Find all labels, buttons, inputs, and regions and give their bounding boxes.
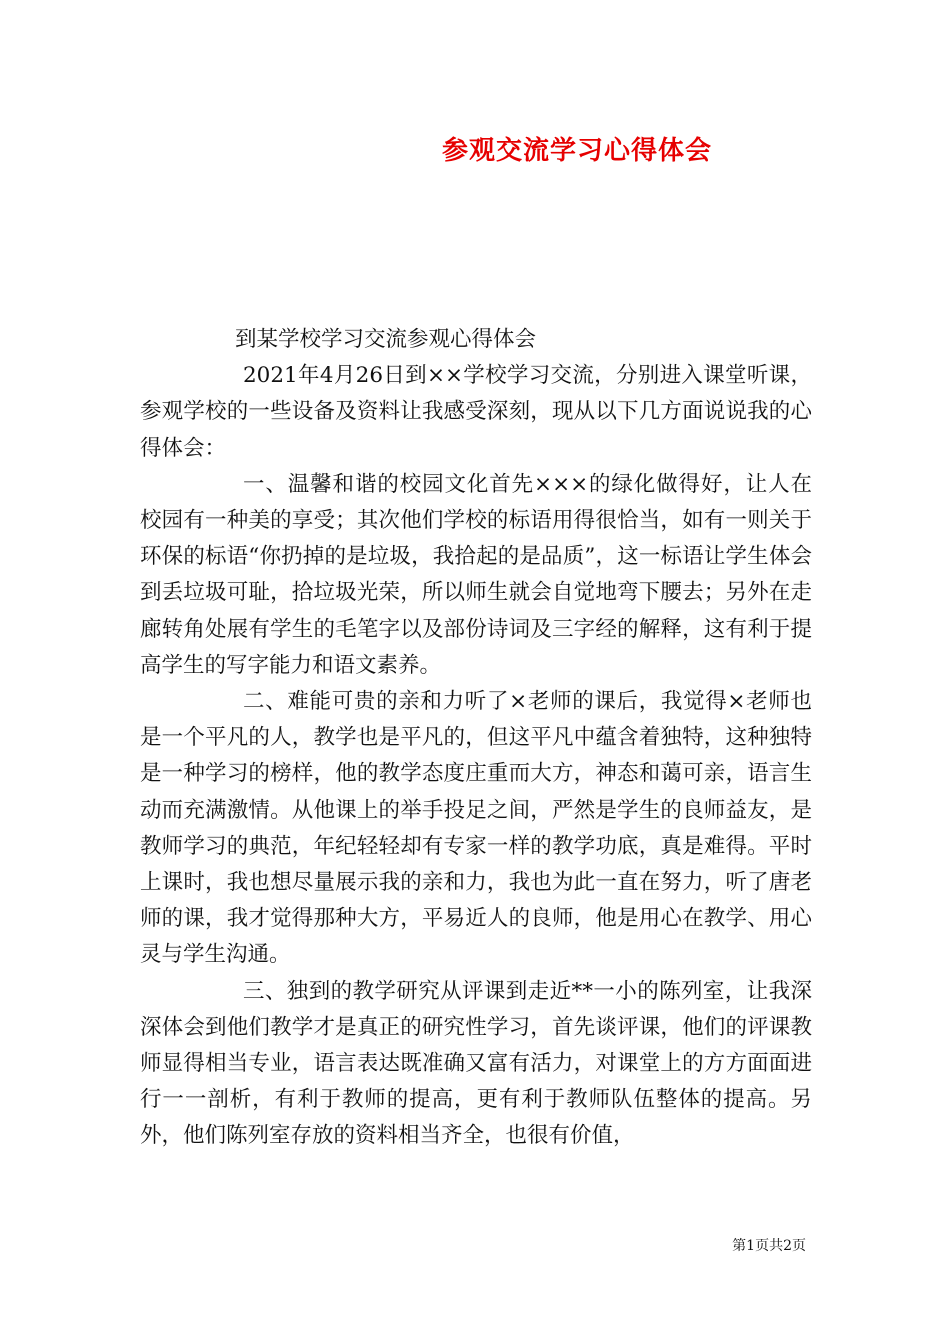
page-indicator: 第1页共2页 bbox=[732, 1238, 806, 1254]
paragraph-section-3: 三、独到的教学研究从评课到走近**一小的陈列室，让我深深体会到他们教学才是真正的研究性学习，首先谈评课，他们的评课教师显得相当专业，语言表达既准确又富有活力，对课堂上的方方面面进行一一剖析，有利于教师的提高，更有利于教师队伍整体的提高。另外，他们陈列室存放的资料相当齐全，也很有价值， bbox=[140, 978, 812, 1149]
paragraph-section-1: 一、温馨和谐的校园文化首先×××的绿化做得好，让人在校园有一种美的享受；其次他们学校的标语用得很恰当，如有一则关于环保的标语“你扔掉的是垃圾，我拾起的是品质”，这一标语让学生体会到丢垃圾可耻，拾垃圾光荣，所以师生就会自觉地弯下腰去；另外在走廊转角处展有学生的毛笔字以及部份诗词及三字经的解释，这有利于提高学生的写字能力和语文素养。 bbox=[140, 471, 812, 678]
document-body bbox=[140, 322, 812, 1155]
document-title: 参观交流学习心得体会 bbox=[441, 136, 712, 166]
paragraph-intro: 2021年4月26日到××学校学习交流，分别进入课堂听课，参观学校的一些设备及资料让我感受深刻，现从以下几方面说说我的心得体会： bbox=[140, 363, 812, 461]
paragraph-section-2: 二、难能可贵的亲和力听了×老师的课后，我觉得×老师也是一个平凡的人，教学也是平凡的，但这平凡中蕴含着独特，这种独特是一种学习的榜样，他的教学态度庄重而大方，神态和蔼可亲，语言生动而充满激情。从他课上的举手投足之间，严然是学生的良师益友，是教师学习的典范，年纪轻轻却有专家一样的教学功底，真是难得。平时上课时，我也想尽量展示我的亲和力，我也为此一直在努力，听了唐老师的课，我才觉得那种大方，平易近人的良师，他是用心在教学、用心灵与学生沟通。 bbox=[140, 689, 812, 968]
document-subtitle: 到某学校学习交流参观心得体会 bbox=[235, 327, 537, 352]
